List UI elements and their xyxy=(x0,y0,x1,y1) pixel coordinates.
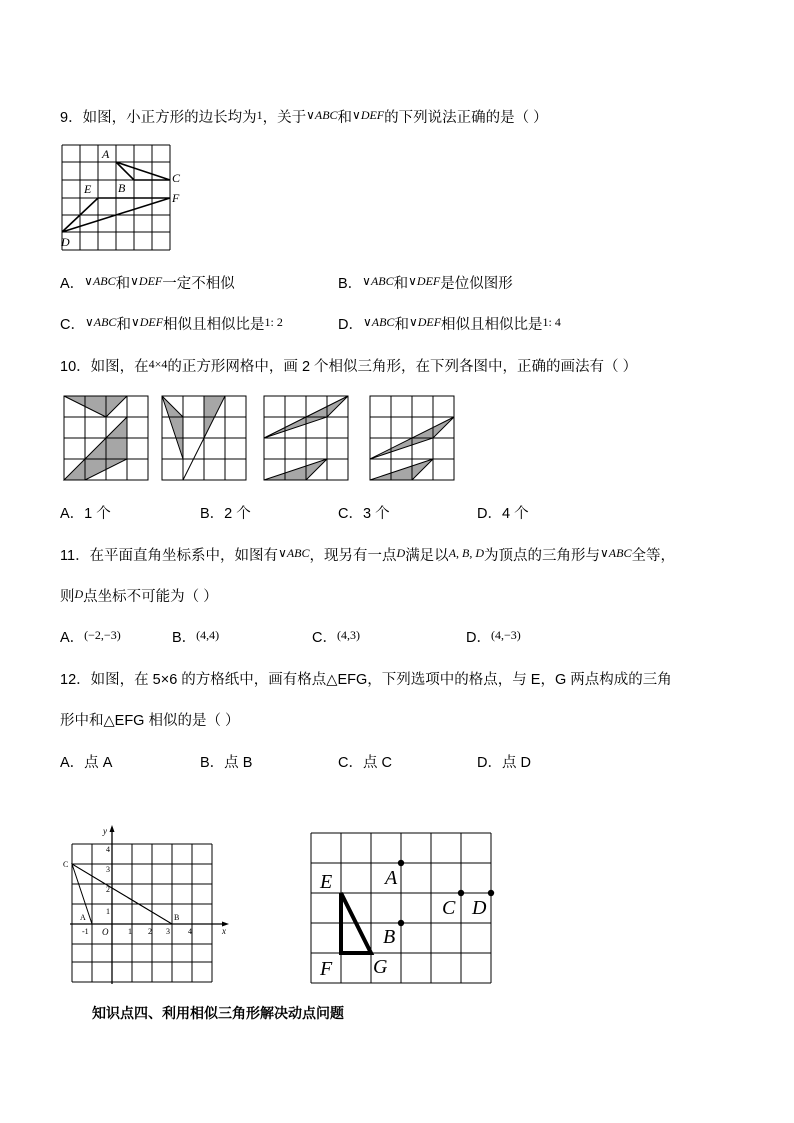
q10-option-b[interactable]: B．2 个 xyxy=(200,506,251,522)
q10-figure-1 xyxy=(64,396,150,482)
q9-option-c[interactable]: C．$^{\vee ABC}$和$^{\vee DEF}$相似且相似比是$^{1: 2}$ xyxy=(60,315,283,333)
point-d xyxy=(488,890,494,896)
q9-option-b[interactable]: B．$^{\vee ABC}$和$^{\vee DEF}$是位似图形 xyxy=(338,274,513,292)
point-c-label: C xyxy=(63,860,69,869)
q12-option-b[interactable]: B．点 B xyxy=(200,755,253,771)
label-d: D xyxy=(61,235,70,249)
q9-option-a[interactable]: A．$^{\vee ABC}$和$^{\vee DEF}$一定不相似 xyxy=(60,274,235,292)
y-tick: 1 xyxy=(106,907,110,916)
point-a-label: A xyxy=(80,913,86,922)
q10-option-c[interactable]: C．3 个 xyxy=(338,506,390,522)
x-tick: -1 xyxy=(82,927,89,936)
point-b xyxy=(398,920,404,926)
q11-stem: 11．在平面直角坐标系中，如图有$^{\vee ABC}$，现另有一点$^D$满足以$^{A, B, D}$为顶点的三角形与$^{\vee ABC}$全等， xyxy=(60,546,675,564)
q11-coordinate-figure xyxy=(60,822,230,987)
label-a: A xyxy=(102,147,110,161)
y-tick: 4 xyxy=(106,845,110,854)
q12-option-d[interactable]: D．点 D xyxy=(477,755,531,771)
x-tick: 4 xyxy=(188,927,192,936)
label-e: E xyxy=(84,182,92,196)
q12-stem-line2: 形中和△EFG 相似的是（ ） xyxy=(60,713,240,729)
label-b: B xyxy=(118,181,126,195)
q10-figure-2 xyxy=(162,396,248,482)
y-tick: 3 xyxy=(106,865,110,874)
q9-option-d[interactable]: D．$^{\vee ABC}$和$^{\vee DEF}$相似且相似比是$^{1: 4}$ xyxy=(338,315,561,333)
triangle-abc xyxy=(116,162,170,180)
q12-option-c[interactable]: C．点 C xyxy=(338,755,392,771)
q10-figure-3 xyxy=(264,396,350,482)
origin-label: O xyxy=(102,927,109,937)
q9-figure xyxy=(60,142,190,252)
x-tick: 3 xyxy=(166,927,170,936)
label-d: D xyxy=(472,897,487,919)
x-tick: 1 xyxy=(128,927,132,936)
label-g: G xyxy=(373,956,388,978)
label-c: C xyxy=(172,171,181,185)
label-f: F xyxy=(172,191,180,205)
label-c: C xyxy=(442,897,456,919)
q11-option-c[interactable]: C．$^{(4,3)}$ xyxy=(312,628,360,646)
q11-option-a[interactable]: A．$^{(-2,-3)}$ xyxy=(60,628,121,646)
x-axis-label: x xyxy=(222,926,226,936)
q12-grid-figure xyxy=(308,830,498,990)
q10-stem: 10．如图，在$^{4\times 4}$的正方形网格中，画 2 个相似三角形，在下列各图中，正确的画法有（ ） xyxy=(60,357,638,375)
point-c xyxy=(458,890,464,896)
y-tick: 2 xyxy=(106,885,110,894)
q10-option-a[interactable]: A．1 个 xyxy=(60,506,111,522)
q9-stem: 9．如图，小正方形的边长均为$^1$，关于$^{\vee ABC}$和$^{\vee DEF}$的下列说法正确的是（ ） xyxy=(60,108,548,126)
label-f: F xyxy=(320,958,333,980)
label-a: A xyxy=(385,867,398,889)
q11-option-d[interactable]: D．$^{(4,-3)}$ xyxy=(466,628,521,646)
q10-option-d[interactable]: D．4 个 xyxy=(477,506,529,522)
point-b-label: B xyxy=(174,913,180,922)
label-b: B xyxy=(383,926,396,948)
q12-option-a[interactable]: A．点 A xyxy=(60,755,113,771)
x-tick: 2 xyxy=(148,927,152,936)
q10-figure-4 xyxy=(370,396,456,482)
y-axis-label: y xyxy=(103,826,107,836)
q12-stem: 12．如图，在 5×6 的方格纸中，画有格点△EFG，下列选项中的格点，与 E，G 两点构成的三角 xyxy=(60,672,672,688)
section-heading: 知识点四、利用相似三角形解决动点问题 xyxy=(92,1005,344,1021)
q11-option-b[interactable]: B．$^{(4,4)}$ xyxy=(172,628,220,646)
label-e: E xyxy=(320,871,333,893)
q11-stem-line2: 则$^D$点坐标不可能为（ ） xyxy=(60,587,218,605)
point-a xyxy=(398,860,404,866)
